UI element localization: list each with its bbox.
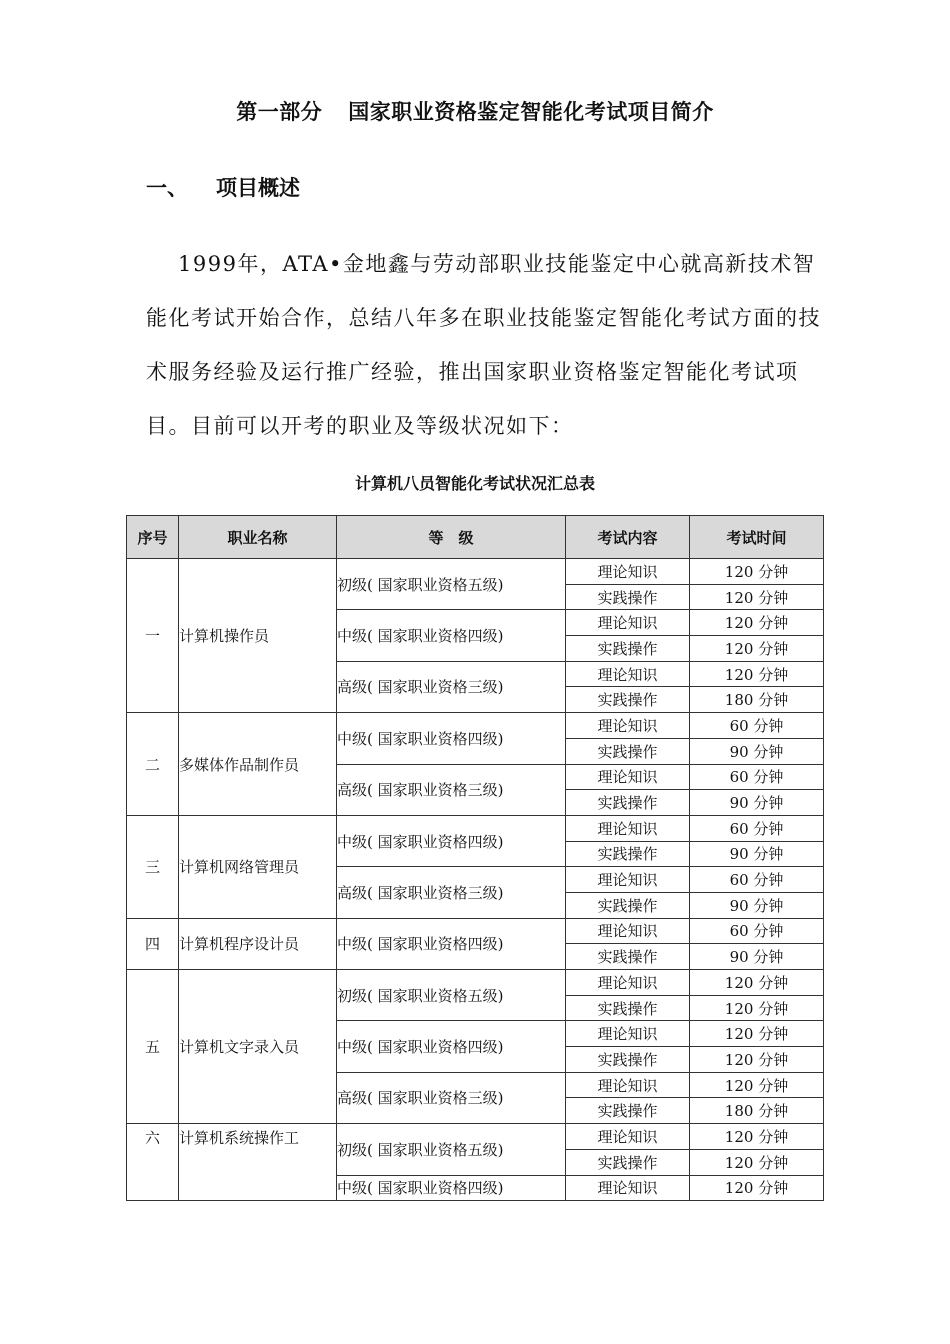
cell-time: 120 分钟 xyxy=(690,610,824,636)
part-title-text: 国家职业资格鉴定智能化考试项目简介 xyxy=(348,100,714,124)
cell-level: 高级( 国家职业资格三级) xyxy=(337,764,566,815)
part-label: 第一部分 xyxy=(236,100,323,124)
table-body xyxy=(127,559,824,1201)
cell-seq: 一 xyxy=(127,559,179,713)
cell-level: 高级( 国家职业资格三级) xyxy=(337,661,566,712)
cell-time: 60 分钟 xyxy=(690,764,824,790)
cell-time: 120 分钟 xyxy=(690,1124,824,1150)
cell-content: 理论知识 xyxy=(566,815,690,841)
cell-time: 90 分钟 xyxy=(690,841,824,867)
cell-time: 60 分钟 xyxy=(690,713,824,739)
cell-content: 实践操作 xyxy=(566,1047,690,1073)
cell-content: 实践操作 xyxy=(566,790,690,816)
cell-content: 理论知识 xyxy=(566,764,690,790)
cell-level: 中级( 国家职业资格四级) xyxy=(337,610,566,661)
cell-time: 60 分钟 xyxy=(690,918,824,944)
cell-job: 多媒体作品制作员 xyxy=(179,713,337,816)
cell-time: 60 分钟 xyxy=(690,867,824,893)
cell-seq: 二 xyxy=(127,713,179,816)
cell-content: 实践操作 xyxy=(566,1098,690,1124)
cell-level: 高级( 国家职业资格三级) xyxy=(337,867,566,918)
cell-content: 理论知识 xyxy=(566,610,690,636)
cell-time: 120 分钟 xyxy=(690,1072,824,1098)
table-row xyxy=(127,713,824,739)
table-row xyxy=(127,970,824,996)
cell-content: 理论知识 xyxy=(566,1072,690,1098)
table-title: 计算机八员智能化考试状况汇总表 xyxy=(354,474,595,493)
cell-time: 120 分钟 xyxy=(690,636,824,662)
cell-time: 180 分钟 xyxy=(690,1098,824,1124)
cell-content: 理论知识 xyxy=(566,867,690,893)
cell-time: 90 分钟 xyxy=(690,944,824,970)
header-seq: 序号 xyxy=(127,516,179,559)
cell-content: 实践操作 xyxy=(566,1149,690,1175)
cell-content: 实践操作 xyxy=(566,687,690,713)
cell-content: 实践操作 xyxy=(566,892,690,918)
cell-content: 实践操作 xyxy=(566,738,690,764)
table-row xyxy=(127,559,824,585)
cell-time: 180 分钟 xyxy=(690,687,824,713)
cell-time: 90 分钟 xyxy=(690,790,824,816)
cell-content: 实践操作 xyxy=(566,944,690,970)
cell-content: 理论知识 xyxy=(566,970,690,996)
cell-level: 中级( 国家职业资格四级) xyxy=(337,1175,566,1201)
cell-time: 120 分钟 xyxy=(690,1175,824,1201)
section-title: 项目概述 xyxy=(216,176,300,200)
cell-time: 120 分钟 xyxy=(690,1021,824,1047)
cell-seq: 五 xyxy=(127,970,179,1124)
cell-time: 120 分钟 xyxy=(690,661,824,687)
header-level: 等 级 xyxy=(337,516,566,559)
cell-content: 理论知识 xyxy=(566,713,690,739)
cell-seq: 六 xyxy=(127,1124,179,1201)
cell-level: 初级( 国家职业资格五级) xyxy=(337,1124,566,1175)
cell-level: 中级( 国家职业资格四级) xyxy=(337,713,566,764)
cell-level: 中级( 国家职业资格四级) xyxy=(337,1021,566,1072)
page-title xyxy=(0,96,950,126)
cell-seq: 四 xyxy=(127,918,179,969)
cell-time: 120 分钟 xyxy=(690,584,824,610)
cell-content: 实践操作 xyxy=(566,841,690,867)
cell-content: 理论知识 xyxy=(566,1175,690,1201)
cell-level: 高级( 国家职业资格三级) xyxy=(337,1072,566,1123)
section-heading xyxy=(146,172,300,202)
cell-level: 中级( 国家职业资格四级) xyxy=(337,918,566,969)
table-header-row xyxy=(127,516,824,559)
section-number: 一、 xyxy=(146,176,188,200)
header-job: 职业名称 xyxy=(179,516,337,559)
intro-paragraph: 1999年，ATA•金地鑫与劳动部职业技能鉴定中心就高新技术智能化考试开始合作，总结八年多在职业技能鉴定智能化考试方面的技术服务经验及运行推广经验，推出国家职业资格鉴定智能化考试项目。目前可以开考的职业及等级状况如下： xyxy=(146,252,821,438)
table-row xyxy=(127,815,824,841)
cell-job: 计算机程序设计员 xyxy=(179,918,337,969)
cell-level: 初级( 国家职业资格五级) xyxy=(337,970,566,1021)
cell-seq: 三 xyxy=(127,815,179,918)
cell-content: 实践操作 xyxy=(566,636,690,662)
cell-time: 90 分钟 xyxy=(690,892,824,918)
cell-content: 理论知识 xyxy=(566,918,690,944)
cell-job: 计算机系统操作工 xyxy=(179,1124,337,1201)
cell-content: 实践操作 xyxy=(566,584,690,610)
cell-time: 120 分钟 xyxy=(690,559,824,585)
cell-content: 理论知识 xyxy=(566,1021,690,1047)
cell-content: 理论知识 xyxy=(566,661,690,687)
exam-summary-table xyxy=(126,515,824,1201)
cell-content: 理论知识 xyxy=(566,559,690,585)
cell-time: 120 分钟 xyxy=(690,1047,824,1073)
cell-time: 120 分钟 xyxy=(690,1149,824,1175)
cell-job: 计算机文字录入员 xyxy=(179,970,337,1124)
cell-time: 120 分钟 xyxy=(690,995,824,1021)
cell-job: 计算机网络管理员 xyxy=(179,815,337,918)
cell-content: 理论知识 xyxy=(566,1124,690,1150)
cell-job: 计算机操作员 xyxy=(179,559,337,713)
table-row xyxy=(127,918,824,944)
cell-level: 中级( 国家职业资格四级) xyxy=(337,815,566,866)
cell-time: 60 分钟 xyxy=(690,815,824,841)
table-row xyxy=(127,1124,824,1150)
cell-time: 90 分钟 xyxy=(690,738,824,764)
header-time: 考试时间 xyxy=(690,516,824,559)
cell-level: 初级( 国家职业资格五级) xyxy=(337,559,566,610)
cell-time: 120 分钟 xyxy=(690,970,824,996)
header-content: 考试内容 xyxy=(566,516,690,559)
cell-content: 实践操作 xyxy=(566,995,690,1021)
